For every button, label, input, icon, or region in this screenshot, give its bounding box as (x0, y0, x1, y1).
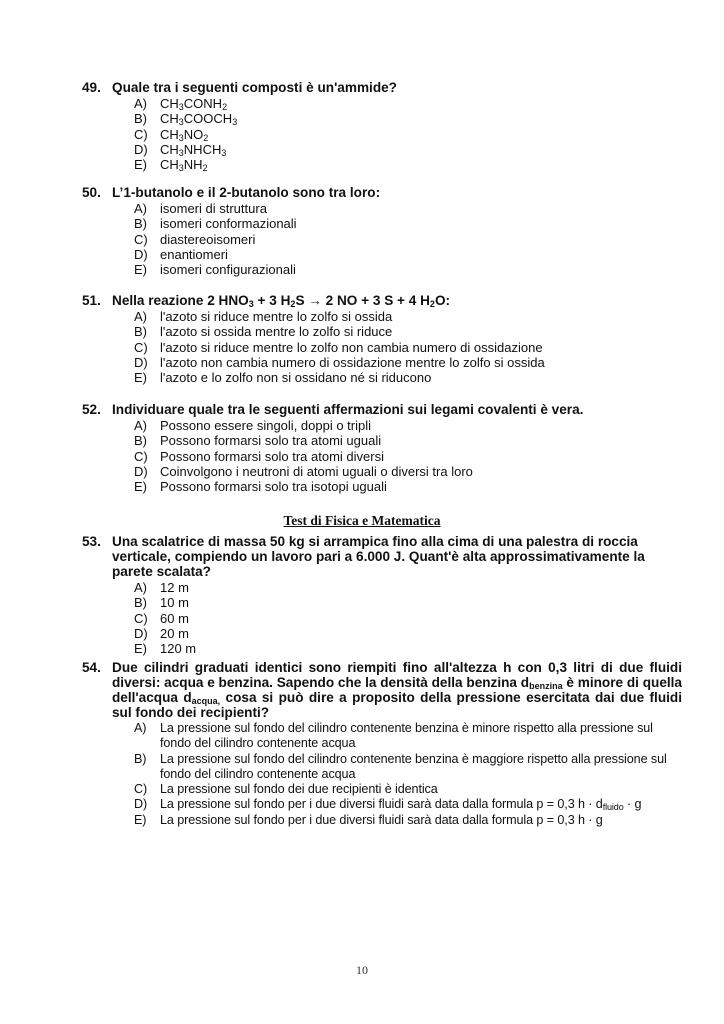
option-a: A) Possono essere singoli, doppi o tripli (134, 418, 372, 433)
option-c: C) $CH_3NO_2$ (134, 126, 209, 143)
question-54 (82, 660, 682, 828)
question-text: Individuare quale tra le seguenti affermazioni sui legami covalenti è vera. (112, 402, 584, 417)
section-title: Test di Fisica e Matematica (283, 513, 441, 528)
question-number: 53. (82, 534, 101, 549)
option-b: B) $CH_3COOCH_3$ (134, 111, 238, 128)
question-53 (82, 534, 682, 656)
option-b: B) 10 m (134, 595, 189, 611)
question-number: 50. (82, 185, 101, 200)
question-number: 54. (82, 660, 101, 675)
question-50 (82, 185, 682, 277)
option-c: C) La pressione sul fondo dei due recipienti è identica (134, 782, 438, 797)
option-a: A) $CH_3CONH_2$ (134, 96, 228, 112)
question-51 (82, 293, 682, 385)
option-d: D) 20 m (134, 625, 189, 641)
option-d: D) l'azoto non cambia numero di ossidazione mentre lo zolfo si ossida (134, 354, 545, 370)
option-c: C) 60 m (134, 610, 189, 626)
option-c: C) l'azoto si riduce mentre lo zolfo non cambia numero di ossidazione (134, 339, 543, 355)
option-b: B) l'azoto si ossida mentre lo zolfo si riduce (134, 324, 393, 340)
question-number: 49. (82, 80, 101, 95)
option-d: D) $CH_3NHCH_3$ (134, 141, 227, 158)
question-49 (82, 80, 682, 172)
option-b: B) La pressione sul fondo del cilindro contenente benzina è maggiore rispetto alla pressione sul fondo del cilindro contenente acqua (134, 751, 667, 781)
option-a: A) 12 m (134, 580, 189, 595)
option-d: D) enantiomeri (134, 246, 228, 262)
option-d: D) Coinvolgono i neutroni di atomi uguali o diversi tra loro (134, 463, 473, 479)
option-d: D) La pressione sul fondo per i due diversi fluidi sarà data dalla formula p = 0,3 $h \cdot d_{fluido} \cdot g$ (134, 797, 642, 813)
option-e: E) l'azoto e lo zolfo non si ossidano né si riducono (134, 370, 432, 386)
question-text: Una scalatrice di massa 50 kg si arrampica fino alla cima di una palestra di roccia verticale, compiendo un lavoro pari a 6.000 J. Quant'è alta approssimativamente la parete scalata? (112, 534, 645, 579)
option-c: C) Possono formarsi solo tra atomi diversi (134, 448, 384, 464)
question-text: L’1-butanolo e il 2-butanolo sono tra loro: (112, 185, 381, 200)
option-e: E) isomeri configurazionali (134, 262, 296, 278)
option-b: B) isomeri conformazionali (134, 216, 297, 232)
option-a: A) l'azoto si riduce mentre lo zolfo si ossida (134, 309, 393, 324)
option-c: C) diastereoisomeri (134, 231, 256, 247)
question-52 (82, 402, 682, 494)
option-e: E) 120 m (134, 641, 197, 657)
page-number: 10 (356, 963, 368, 977)
question-number: 52. (82, 402, 101, 417)
option-a: A) La pressione sul fondo del cilindro contenente benzina è minore rispetto alla pressione sul fondo del cilindro contenente acqua (134, 721, 653, 751)
question-text: Due cilindri graduati identici sono riempiti fino all'altezza h con 0,3 litri di due fluidi diversi: acqua e benzina. Sapendo che la densità della benzina $d_{benzina}$ è minore di quella dell'acqua $d_{acqua,}$ cosa si può dire a proposito della pressione esercitata dai due fluidi sul fondo dei recipienti? (112, 660, 682, 720)
question-number: 51. (82, 293, 101, 308)
option-a: A) isomeri di struttura (134, 201, 267, 216)
option-b: B) Possono formarsi solo tra atomi uguali (134, 433, 382, 449)
question-text: Nella reazione 2 $HNO_3 + 3$ $H_2S \to 2$ NO + 3 S + 4 $H_2O$: (112, 293, 451, 309)
question-text: Quale tra i seguenti composti è un'ammide? (112, 80, 397, 95)
option-e: E) Possono formarsi solo tra isotopi uguali (134, 479, 387, 495)
option-e: E) La pressione sul fondo per i due diversi fluidi sarà data dalla formula p = 0,3 h · g (134, 812, 603, 827)
option-e: E) $CH_3NH_2$ (134, 157, 208, 174)
